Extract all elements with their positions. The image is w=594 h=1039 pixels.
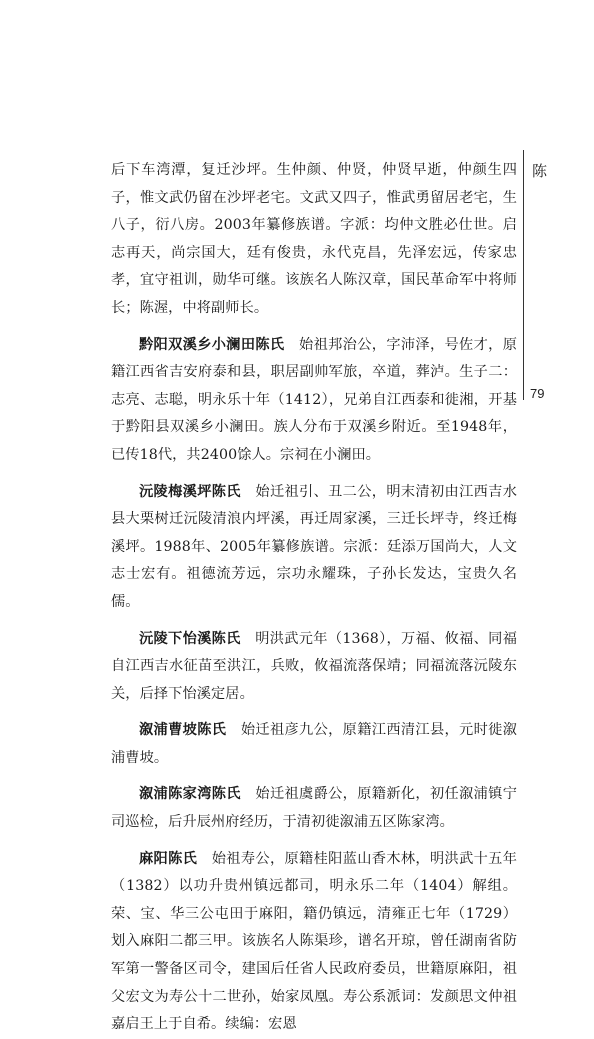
entry-title: 溆浦陈家湾陈氏 <box>139 786 241 803</box>
body-text <box>111 157 517 1039</box>
entry-title: 溆浦曹坡陈氏 <box>139 722 227 739</box>
entry-mayang-chen <box>111 846 517 1039</box>
entry-title: 沅陵下怡溪陈氏 <box>139 630 241 647</box>
paragraph-continued <box>111 157 517 323</box>
page-number: 79 <box>530 386 545 401</box>
entry-text: 始祖邦治公，字沛泽，号佐才，原籍江西省吉安府泰和县，职居副帅军旅，卒道，葬泸。生子二：志亮、志聪，明永乐十年（1412），兄弟自江西泰和徙湘，开基于黔阳县双溪乡小澜田。族人分布于双溪乡附近。至1948年，已传18代，共2400馀人。宗祠在小澜田。 <box>111 336 517 463</box>
entry-text: 始迁祖引、丑二公，明末清初由江西吉水县大栗树迁沅陵清浪内坪溪，再迁周家溪，三迁长坪寺，终迁梅溪坪。1988年、2005年纂修族谱。宗派：廷添万国尚大，人文志士宏有。祖德流芳远，宗功永耀珠，子孙长发达，宝贵久名儒。 <box>111 483 517 610</box>
entry-title: 麻阳陈氏 <box>139 850 198 867</box>
entry-title: 黔阳双溪乡小澜田陈氏 <box>139 336 285 353</box>
margin-rule <box>523 150 524 400</box>
paragraph-text: 后下车湾潭，复迁沙坪。生仲颜、仲贤，仲贤早逝，仲颜生四子，惟文武仍留在沙坪老宅。文武又四子，惟武勇留居老宅，生八子，衍八房。2003年纂修族谱。字派：均仲文胜必仕世。启志再天，尚宗国大，廷有俊贵，永代克昌，先泽宏远，传家忠孝，宜守祖训，勋华可继。该族名人陈汉章，国民革命军中将师长；陈渥，中将副师长。 <box>111 162 517 316</box>
entry-xupu-chenjiawan-chen <box>111 781 517 836</box>
entry-text: 始祖寿公，原籍桂阳蓝山香木林，明洪武十五年（1382）以功升贵州镇远都司，明永乐二年（1404）解组。荣、宝、华三公屯田于麻阳，籍仍镇远，清雍正七年（1729）划入麻阳二都三甲。该族名人陈渠珍，谱名开琼，曾任湖南省防军第一警备区司令，建国后任省人民政府委员，世籍原麻阳，祖父宏文为寿公十二世孙，始家凤凰。寿公系派词：发颜思文仲祖嘉启王上于自希。续编：宏恩 <box>111 850 518 1033</box>
entry-xupu-caopo-chen <box>111 717 517 772</box>
running-head-surname: 陈 <box>532 162 548 180</box>
entry-qianyang-shuangxi-chen <box>111 332 517 470</box>
entry-title: 沅陵梅溪坪陈氏 <box>139 483 241 500</box>
entry-text: 始迁祖虞爵公，原籍新化，初任溆浦镇宁司巡检，后升辰州府经历，于清初徙溆浦五区陈家湾。 <box>111 786 517 831</box>
entry-yuanling-meixiping-chen <box>111 479 517 617</box>
entry-yuanling-xiayixi-chen <box>111 626 517 709</box>
entry-text: 明洪武元年（1368），万福、攸福、同福自江西吉水征苗至洪江，兵败，攸福流落保靖；同福流落沅陵东关，后择下怡溪定居。 <box>111 630 517 702</box>
entry-text: 始迁祖彦九公，原籍江西清江县，元时徙溆浦曹坡。 <box>111 722 517 766</box>
